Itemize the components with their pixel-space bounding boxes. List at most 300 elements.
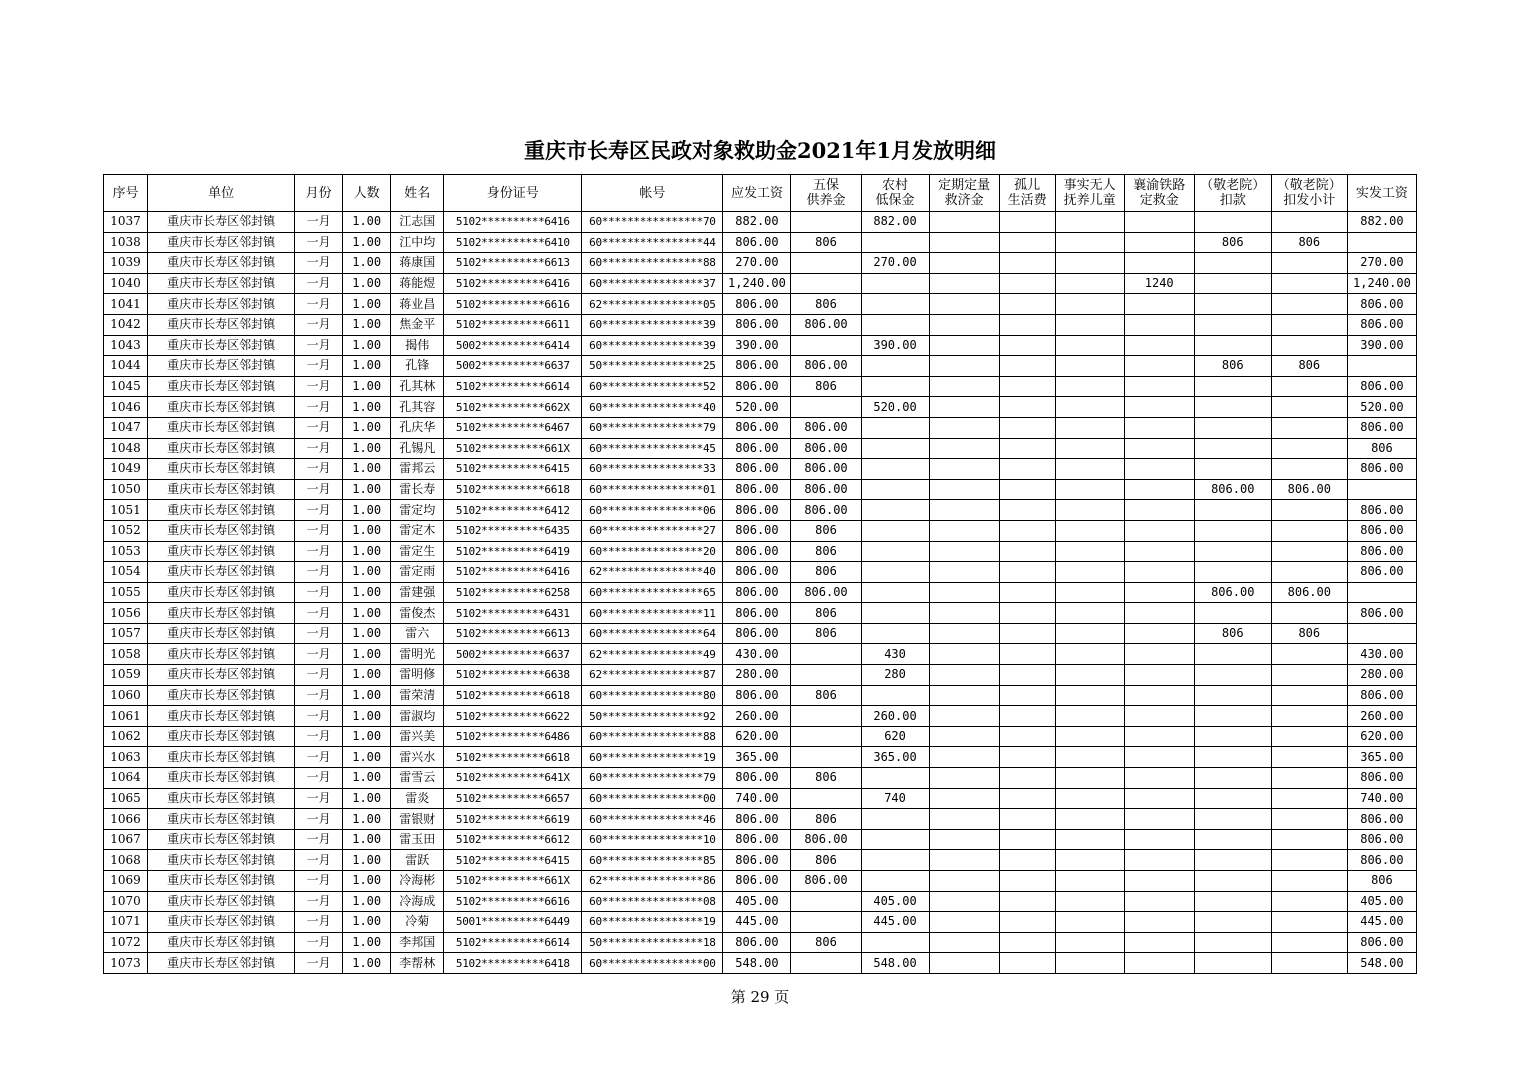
table-row bbox=[104, 953, 1417, 974]
table-cell: 390.00 bbox=[723, 335, 791, 356]
table-cell bbox=[999, 520, 1055, 541]
table-cell: 5102**********6415 bbox=[444, 459, 582, 480]
table-cell: 806 bbox=[791, 768, 861, 789]
table-cell: 806.00 bbox=[723, 562, 791, 583]
table-body bbox=[104, 212, 1417, 974]
table-cell bbox=[1271, 500, 1347, 521]
table-cell bbox=[999, 685, 1055, 706]
table-cell: 405.00 bbox=[1347, 891, 1416, 912]
document-title: 重庆市长寿区民政对象救助金2021年1月发放明细 bbox=[523, 138, 997, 163]
table-cell bbox=[791, 891, 861, 912]
table-cell bbox=[999, 335, 1055, 356]
table-cell bbox=[1271, 788, 1347, 809]
table-cell: 一月 bbox=[295, 253, 343, 274]
table-cell: 一月 bbox=[295, 582, 343, 603]
table-cell bbox=[1194, 768, 1271, 789]
table-cell: 62****************05 bbox=[582, 294, 723, 315]
table-cell bbox=[999, 809, 1055, 830]
table-cell: 冷海彬 bbox=[391, 871, 444, 892]
table-cell: 雷定均 bbox=[391, 500, 444, 521]
table-cell bbox=[861, 459, 929, 480]
table-cell: 806.00 bbox=[1271, 479, 1347, 500]
table-cell bbox=[929, 788, 999, 809]
table-cell: 806.00 bbox=[791, 438, 861, 459]
table-cell: 重庆市长寿区邻封镇 bbox=[148, 706, 295, 727]
table-cell: 806.00 bbox=[791, 829, 861, 850]
table-cell bbox=[929, 335, 999, 356]
table-cell: 雷长寿 bbox=[391, 479, 444, 500]
table-cell: 重庆市长寿区邻封镇 bbox=[148, 891, 295, 912]
table-cell: 5102**********6412 bbox=[444, 500, 582, 521]
table-cell bbox=[1124, 253, 1194, 274]
table-cell: 5102**********6618 bbox=[444, 747, 582, 768]
table-cell bbox=[1194, 932, 1271, 953]
table-cell bbox=[1271, 273, 1347, 294]
table-cell: 孔庆华 bbox=[391, 417, 444, 438]
table-cell: 1067 bbox=[104, 829, 148, 850]
table-cell bbox=[1055, 932, 1124, 953]
column-header: 事实无人 抚养儿童 bbox=[1055, 175, 1124, 212]
table-cell: 1040 bbox=[104, 273, 148, 294]
table-cell: 1039 bbox=[104, 253, 148, 274]
table-cell bbox=[929, 273, 999, 294]
table-cell: 60****************52 bbox=[582, 376, 723, 397]
table-cell: 江志国 bbox=[391, 212, 444, 233]
table-cell bbox=[1194, 294, 1271, 315]
table-cell: 一月 bbox=[295, 747, 343, 768]
table-cell bbox=[999, 232, 1055, 253]
table-cell: 1066 bbox=[104, 809, 148, 830]
table-cell bbox=[791, 335, 861, 356]
table-cell: 孔其容 bbox=[391, 397, 444, 418]
table-cell bbox=[791, 665, 861, 686]
table-cell: 1.00 bbox=[343, 253, 391, 274]
table-cell bbox=[1055, 417, 1124, 438]
table-cell: 806.00 bbox=[791, 871, 861, 892]
table-cell: 365.00 bbox=[861, 747, 929, 768]
table-cell bbox=[1271, 541, 1347, 562]
table-cell: 806.00 bbox=[723, 685, 791, 706]
table-cell: 430.00 bbox=[1347, 644, 1416, 665]
table-cell: 1.00 bbox=[343, 829, 391, 850]
table-cell bbox=[1271, 747, 1347, 768]
table-cell bbox=[929, 582, 999, 603]
table-cell: 62****************86 bbox=[582, 871, 723, 892]
table-row bbox=[104, 417, 1417, 438]
table-cell bbox=[929, 417, 999, 438]
table-cell: 430.00 bbox=[723, 644, 791, 665]
table-cell: 一月 bbox=[295, 438, 343, 459]
table-row bbox=[104, 459, 1417, 480]
table-cell: 一月 bbox=[295, 665, 343, 686]
table-cell: 一月 bbox=[295, 212, 343, 233]
table-cell: 一月 bbox=[295, 623, 343, 644]
table-cell bbox=[929, 747, 999, 768]
table-cell: 1.00 bbox=[343, 212, 391, 233]
table-cell: 60****************40 bbox=[582, 397, 723, 418]
table-cell bbox=[1055, 562, 1124, 583]
table-cell: 一月 bbox=[295, 356, 343, 377]
table-cell: 一月 bbox=[295, 726, 343, 747]
table-cell: 江中均 bbox=[391, 232, 444, 253]
table-cell bbox=[1194, 603, 1271, 624]
table-row bbox=[104, 747, 1417, 768]
table-cell: 50****************25 bbox=[582, 356, 723, 377]
table-cell: 60****************33 bbox=[582, 459, 723, 480]
table-cell bbox=[1124, 500, 1194, 521]
table-cell: 1042 bbox=[104, 314, 148, 335]
table-cell: 390.00 bbox=[1347, 335, 1416, 356]
table-cell: 806 bbox=[791, 623, 861, 644]
table-row bbox=[104, 438, 1417, 459]
table-cell bbox=[929, 829, 999, 850]
table-cell bbox=[1347, 623, 1416, 644]
table-cell: 806.00 bbox=[723, 479, 791, 500]
table-cell: 重庆市长寿区邻封镇 bbox=[148, 644, 295, 665]
table-cell bbox=[1271, 726, 1347, 747]
table-cell bbox=[1194, 253, 1271, 274]
table-cell bbox=[861, 932, 929, 953]
table-cell: 一月 bbox=[295, 685, 343, 706]
table-cell bbox=[861, 768, 929, 789]
table-cell bbox=[929, 891, 999, 912]
table-cell: 重庆市长寿区邻封镇 bbox=[148, 294, 295, 315]
table-row bbox=[104, 706, 1417, 727]
table-cell bbox=[1055, 623, 1124, 644]
table-cell bbox=[791, 788, 861, 809]
table-cell: 1.00 bbox=[343, 706, 391, 727]
table-cell: 雷玉田 bbox=[391, 829, 444, 850]
table-cell: 1072 bbox=[104, 932, 148, 953]
column-header: 序号 bbox=[104, 175, 148, 212]
table-cell: 重庆市长寿区邻封镇 bbox=[148, 665, 295, 686]
table-cell: 806.00 bbox=[723, 768, 791, 789]
table-cell bbox=[929, 397, 999, 418]
table-cell bbox=[1124, 768, 1194, 789]
table-row bbox=[104, 644, 1417, 665]
page-number: 第 29 页 bbox=[730, 988, 790, 1006]
table-cell bbox=[999, 212, 1055, 233]
table-row bbox=[104, 520, 1417, 541]
table-row bbox=[104, 541, 1417, 562]
table-cell: 1043 bbox=[104, 335, 148, 356]
table-cell: 一月 bbox=[295, 603, 343, 624]
table-cell bbox=[1055, 685, 1124, 706]
table-row bbox=[104, 397, 1417, 418]
table-cell bbox=[1194, 417, 1271, 438]
table-cell: 60****************44 bbox=[582, 232, 723, 253]
table-cell: 806.00 bbox=[1194, 582, 1271, 603]
table-cell: 1073 bbox=[104, 953, 148, 974]
table-cell: 1052 bbox=[104, 520, 148, 541]
table-cell bbox=[1055, 273, 1124, 294]
table-cell: 5102**********6616 bbox=[444, 891, 582, 912]
table-cell bbox=[929, 850, 999, 871]
table-cell: 揭伟 bbox=[391, 335, 444, 356]
table-cell: 重庆市长寿区邻封镇 bbox=[148, 212, 295, 233]
table-cell bbox=[1124, 294, 1194, 315]
table-cell: 1068 bbox=[104, 850, 148, 871]
table-cell: 一月 bbox=[295, 850, 343, 871]
table-cell: 1.00 bbox=[343, 562, 391, 583]
table-cell: 806.00 bbox=[723, 232, 791, 253]
table-cell: 重庆市长寿区邻封镇 bbox=[148, 500, 295, 521]
table-cell bbox=[1055, 850, 1124, 871]
table-cell: 60****************45 bbox=[582, 438, 723, 459]
table-cell: 重庆市长寿区邻封镇 bbox=[148, 541, 295, 562]
table-cell: 5102**********6410 bbox=[444, 232, 582, 253]
table-cell: 1051 bbox=[104, 500, 148, 521]
table-cell bbox=[1124, 520, 1194, 541]
table-cell bbox=[861, 582, 929, 603]
column-header: （敬老院） 扣发小计 bbox=[1271, 175, 1347, 212]
table-cell: 蒋业昌 bbox=[391, 294, 444, 315]
table-cell: 雷定雨 bbox=[391, 562, 444, 583]
table-cell: 1.00 bbox=[343, 747, 391, 768]
table-cell: 60****************80 bbox=[582, 685, 723, 706]
table-cell: 重庆市长寿区邻封镇 bbox=[148, 417, 295, 438]
column-header: 单位 bbox=[148, 175, 295, 212]
table-row bbox=[104, 623, 1417, 644]
table-cell: 5102**********6258 bbox=[444, 582, 582, 603]
table-cell bbox=[1055, 871, 1124, 892]
table-cell bbox=[861, 294, 929, 315]
table-cell: 1050 bbox=[104, 479, 148, 500]
table-cell: 5102**********6619 bbox=[444, 809, 582, 830]
table-cell bbox=[1194, 397, 1271, 418]
table-cell bbox=[1194, 891, 1271, 912]
table-cell: 806 bbox=[1271, 623, 1347, 644]
column-header: 帐号 bbox=[582, 175, 723, 212]
table-cell: 806.00 bbox=[723, 294, 791, 315]
table-cell bbox=[1055, 912, 1124, 933]
table-cell bbox=[1194, 788, 1271, 809]
table-row bbox=[104, 294, 1417, 315]
table-cell: 1.00 bbox=[343, 644, 391, 665]
table-cell bbox=[929, 685, 999, 706]
table-cell bbox=[1055, 212, 1124, 233]
table-cell: 1063 bbox=[104, 747, 148, 768]
table-cell bbox=[929, 665, 999, 686]
table-cell bbox=[861, 520, 929, 541]
table-cell: 1048 bbox=[104, 438, 148, 459]
table-cell bbox=[1271, 768, 1347, 789]
table-cell bbox=[1271, 253, 1347, 274]
table-cell bbox=[999, 644, 1055, 665]
table-cell: 雷炎 bbox=[391, 788, 444, 809]
table-cell bbox=[929, 459, 999, 480]
column-header: 实发工资 bbox=[1347, 175, 1416, 212]
table-cell bbox=[1124, 212, 1194, 233]
table-cell: 重庆市长寿区邻封镇 bbox=[148, 623, 295, 644]
table-row bbox=[104, 376, 1417, 397]
table-cell bbox=[861, 871, 929, 892]
table-cell bbox=[1194, 314, 1271, 335]
table-cell: 冷海成 bbox=[391, 891, 444, 912]
table-row bbox=[104, 912, 1417, 933]
table-cell: 60****************01 bbox=[582, 479, 723, 500]
table-cell: 405.00 bbox=[723, 891, 791, 912]
table-cell: 270.00 bbox=[723, 253, 791, 274]
table-cell: 1.00 bbox=[343, 623, 391, 644]
table-cell: 5102**********6618 bbox=[444, 685, 582, 706]
table-cell bbox=[929, 500, 999, 521]
table-cell bbox=[1124, 562, 1194, 583]
table-cell: 5002**********6414 bbox=[444, 335, 582, 356]
table-cell bbox=[929, 356, 999, 377]
table-cell: 5102**********662X bbox=[444, 397, 582, 418]
table-cell bbox=[1194, 953, 1271, 974]
table-cell: 365.00 bbox=[723, 747, 791, 768]
table-cell: 270.00 bbox=[1347, 253, 1416, 274]
table-cell bbox=[999, 479, 1055, 500]
table-cell: 405.00 bbox=[861, 891, 929, 912]
table-cell bbox=[929, 932, 999, 953]
table-cell bbox=[1124, 871, 1194, 892]
table-cell: 孔锋 bbox=[391, 356, 444, 377]
table-cell bbox=[999, 623, 1055, 644]
table-cell: 雷淑均 bbox=[391, 706, 444, 727]
table-cell: 60****************65 bbox=[582, 582, 723, 603]
table-cell bbox=[1055, 788, 1124, 809]
table-cell: 806 bbox=[791, 232, 861, 253]
table-cell: 1.00 bbox=[343, 500, 391, 521]
table-cell: 1240 bbox=[1124, 273, 1194, 294]
table-cell: 806.00 bbox=[1347, 520, 1416, 541]
column-header: 定期定量 救济金 bbox=[929, 175, 999, 212]
table-cell bbox=[791, 747, 861, 768]
table-cell bbox=[1194, 829, 1271, 850]
table-row bbox=[104, 685, 1417, 706]
table-cell bbox=[1271, 706, 1347, 727]
table-cell: 806.00 bbox=[723, 871, 791, 892]
table-row bbox=[104, 562, 1417, 583]
table-cell: 雷俊杰 bbox=[391, 603, 444, 624]
table-cell bbox=[999, 376, 1055, 397]
table-cell bbox=[1271, 829, 1347, 850]
table-cell: 1.00 bbox=[343, 356, 391, 377]
column-header: 月份 bbox=[295, 175, 343, 212]
table-cell: 一月 bbox=[295, 376, 343, 397]
table-cell bbox=[999, 953, 1055, 974]
table-cell: 一月 bbox=[295, 829, 343, 850]
table-cell: 雷建强 bbox=[391, 582, 444, 603]
table-cell: 雷银财 bbox=[391, 809, 444, 830]
table-cell bbox=[999, 788, 1055, 809]
table-cell bbox=[1124, 603, 1194, 624]
table-cell: 806.00 bbox=[723, 314, 791, 335]
table-cell bbox=[1055, 232, 1124, 253]
table-cell: 雷六 bbox=[391, 623, 444, 644]
table-cell bbox=[929, 232, 999, 253]
table-cell: 1044 bbox=[104, 356, 148, 377]
table-cell: 806.00 bbox=[723, 603, 791, 624]
table-row bbox=[104, 314, 1417, 335]
table-cell: 一月 bbox=[295, 459, 343, 480]
table-cell: 60****************20 bbox=[582, 541, 723, 562]
table-cell bbox=[1055, 706, 1124, 727]
table-cell bbox=[1124, 314, 1194, 335]
table-cell bbox=[861, 623, 929, 644]
table-cell: 806.00 bbox=[1347, 850, 1416, 871]
table-cell bbox=[1194, 500, 1271, 521]
table-cell: 1.00 bbox=[343, 479, 391, 500]
table-cell bbox=[1194, 685, 1271, 706]
table-cell bbox=[1271, 438, 1347, 459]
table-cell: 806.00 bbox=[791, 459, 861, 480]
table-cell bbox=[1271, 912, 1347, 933]
table-cell: 重庆市长寿区邻封镇 bbox=[148, 356, 295, 377]
table-cell: 1037 bbox=[104, 212, 148, 233]
table-cell: 445.00 bbox=[861, 912, 929, 933]
table-cell: 806.00 bbox=[1347, 314, 1416, 335]
table-cell: 1.00 bbox=[343, 520, 391, 541]
table-cell: 1056 bbox=[104, 603, 148, 624]
table-cell: 1054 bbox=[104, 562, 148, 583]
table-cell bbox=[1055, 603, 1124, 624]
table-row bbox=[104, 850, 1417, 871]
table-cell: 5102**********6467 bbox=[444, 417, 582, 438]
table-cell bbox=[1271, 685, 1347, 706]
table-cell: 806.00 bbox=[723, 582, 791, 603]
table-cell: 1.00 bbox=[343, 294, 391, 315]
table-cell: 806.00 bbox=[791, 500, 861, 521]
table-cell: 1.00 bbox=[343, 768, 391, 789]
table-cell: 806.00 bbox=[1347, 459, 1416, 480]
table-cell bbox=[1347, 356, 1416, 377]
table-cell: 806.00 bbox=[1347, 932, 1416, 953]
table-cell: 280.00 bbox=[1347, 665, 1416, 686]
table-cell: 260.00 bbox=[723, 706, 791, 727]
table-cell: 806.00 bbox=[1347, 417, 1416, 438]
table-cell: 孔锡凡 bbox=[391, 438, 444, 459]
table-cell bbox=[1124, 335, 1194, 356]
table-cell: 60****************39 bbox=[582, 335, 723, 356]
table-cell: 1049 bbox=[104, 459, 148, 480]
table-cell: 1.00 bbox=[343, 665, 391, 686]
table-cell bbox=[929, 912, 999, 933]
table-cell: 1070 bbox=[104, 891, 148, 912]
table-cell bbox=[1124, 685, 1194, 706]
table-cell: 548.00 bbox=[1347, 953, 1416, 974]
table-cell: 806.00 bbox=[1347, 562, 1416, 583]
table-cell: 1.00 bbox=[343, 891, 391, 912]
table-cell: 一月 bbox=[295, 397, 343, 418]
table-cell bbox=[861, 850, 929, 871]
table-cell: 5002**********6637 bbox=[444, 356, 582, 377]
table-row bbox=[104, 500, 1417, 521]
table-cell bbox=[791, 397, 861, 418]
table-cell bbox=[999, 356, 1055, 377]
table-cell bbox=[929, 726, 999, 747]
table-cell: 1069 bbox=[104, 871, 148, 892]
table-cell bbox=[861, 232, 929, 253]
table-cell: 806 bbox=[791, 685, 861, 706]
table-cell bbox=[1194, 541, 1271, 562]
table-cell: 重庆市长寿区邻封镇 bbox=[148, 438, 295, 459]
table-cell bbox=[1124, 829, 1194, 850]
table-cell: 806.00 bbox=[1347, 294, 1416, 315]
table-cell bbox=[929, 438, 999, 459]
table-cell: 5102**********6431 bbox=[444, 603, 582, 624]
table-cell: 一月 bbox=[295, 520, 343, 541]
table-cell bbox=[861, 376, 929, 397]
table-cell bbox=[1124, 665, 1194, 686]
table-cell: 280.00 bbox=[723, 665, 791, 686]
table-row bbox=[104, 788, 1417, 809]
table-cell: 雷兴水 bbox=[391, 747, 444, 768]
table-cell: 620 bbox=[861, 726, 929, 747]
